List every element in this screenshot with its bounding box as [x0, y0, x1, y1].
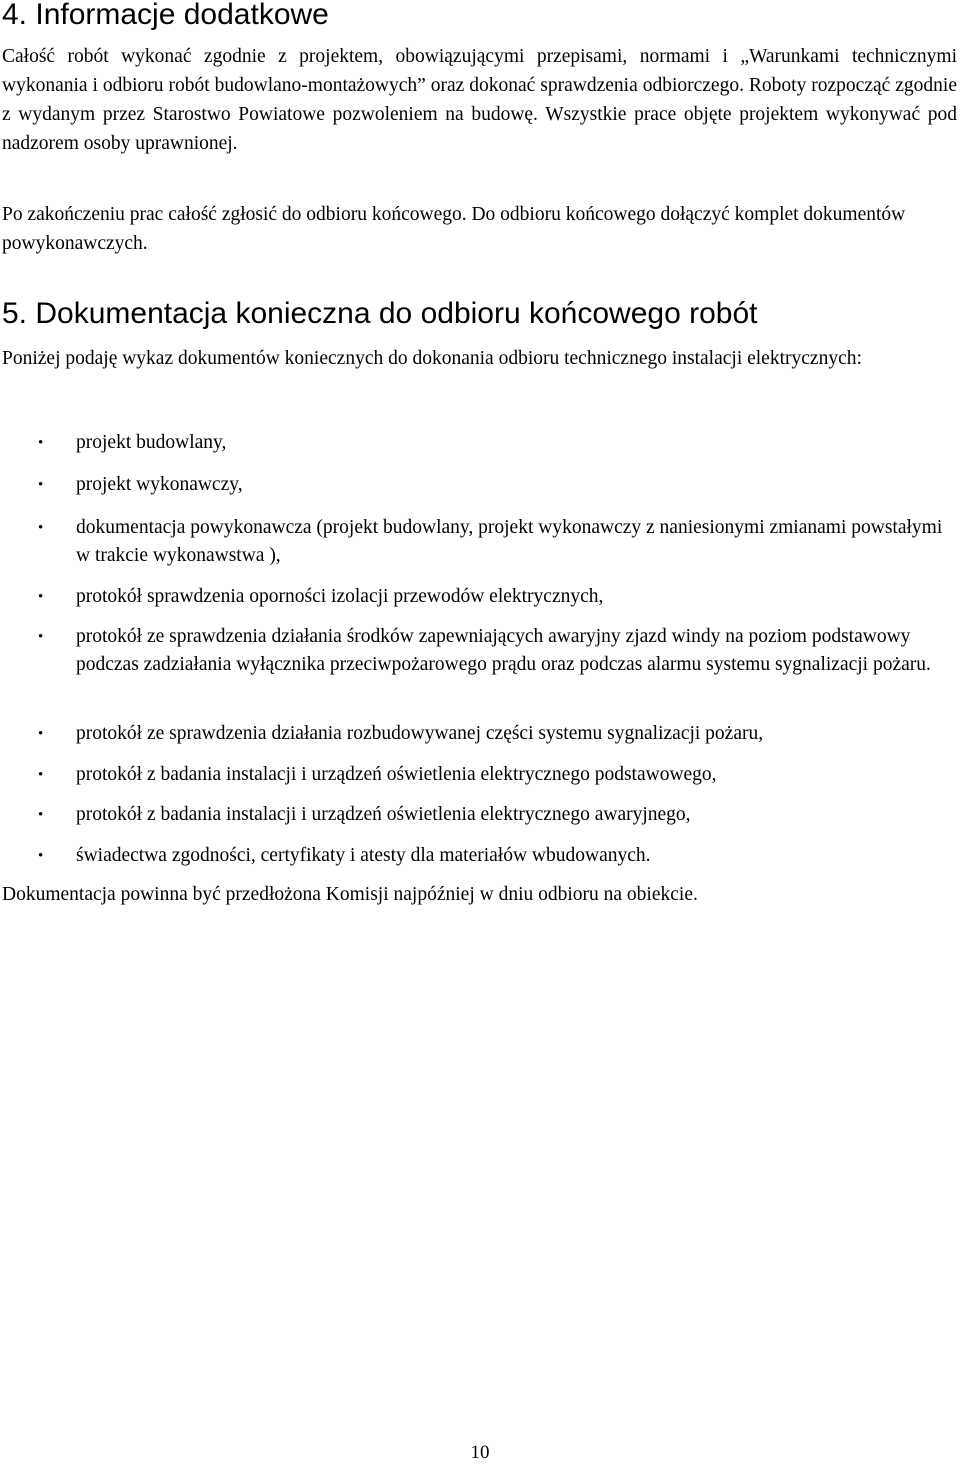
- bullet-icon: •: [38, 435, 44, 451]
- bullet-icon: •: [38, 477, 44, 493]
- list-item-text: protokół ze sprawdzenia działania rozbudowywanej części systemu sygnalizacji pożaru,: [76, 723, 764, 744]
- list-item-text: projekt budowlany,: [76, 432, 227, 453]
- list-item-text: protokół z badania instalacji i urządzeń oświetlenia elektrycznego podstawowego,: [76, 764, 717, 785]
- bullet-icon: •: [38, 589, 44, 605]
- section-5-heading: 5. Dokumentacja konieczna do odbioru końcowego robót: [2, 297, 758, 330]
- section-4-paragraph-1: Całość robót wykonać zgodnie z projektem, obowiązującymi przepisami, normami i „Warunkami technicznymi wykonania i odbioru robót budowlano-montażowych” oraz dokonać sprawdzenia odbiorczego. Roboty rozpocząć zgodnie z wydanym przez Starostwo Powiatowe pozwoleniem na budowę. Wszystkie prace objęte projektem wykonywać pod nadzorem osoby uprawnionej.: [2, 46, 957, 154]
- section-5-closing: Dokumentacja powinna być przedłożona Komisji najpóźniej w dniu odbioru na obiekcie.: [2, 884, 698, 905]
- list-item-text: protokół sprawdzenia oporności izolacji przewodów elektrycznych,: [76, 586, 604, 607]
- bullet-icon: •: [38, 520, 44, 536]
- bullet-icon: •: [38, 629, 44, 645]
- list-item-text: projekt wykonawczy,: [76, 474, 243, 495]
- list-item-text: świadectwa zgodności, certyfikaty i atesty dla materiałów wbudowanych.: [76, 845, 651, 866]
- list-item-text: dokumentacja powykonawcza (projekt budowlany, projekt wykonawczy z naniesionymi zmianami powstałymi w trakcie wykonawstwa ),: [76, 517, 943, 566]
- bullet-icon: •: [38, 767, 44, 783]
- section-5-intro: Poniżej podaję wykaz dokumentów koniecznych do dokonania odbioru technicznego instalacji elektrycznych:: [2, 348, 862, 369]
- bullet-icon: •: [38, 726, 44, 742]
- section-4-heading: 4. Informacje dodatkowe: [2, 0, 329, 31]
- section-4-paragraph-2: Po zakończeniu prac całość zgłosić do odbioru końcowego. Do odbioru końcowego dołączyć komplet dokumentów powykonawczych.: [2, 204, 906, 254]
- page-number: 10: [470, 1442, 490, 1463]
- bullet-icon: •: [38, 807, 44, 823]
- list-item-text: protokół ze sprawdzenia działania środków zapewniających awaryjny zjazd windy na poziom podstawowy podczas zadziałania wyłącznika przeciwpożarowego prądu oraz podczas alarmu systemu sygnalizacji pożaru.: [76, 626, 931, 675]
- list-item-text: protokół z badania instalacji i urządzeń oświetlenia elektrycznego awaryjnego,: [76, 804, 691, 825]
- bullet-icon: •: [38, 848, 44, 864]
